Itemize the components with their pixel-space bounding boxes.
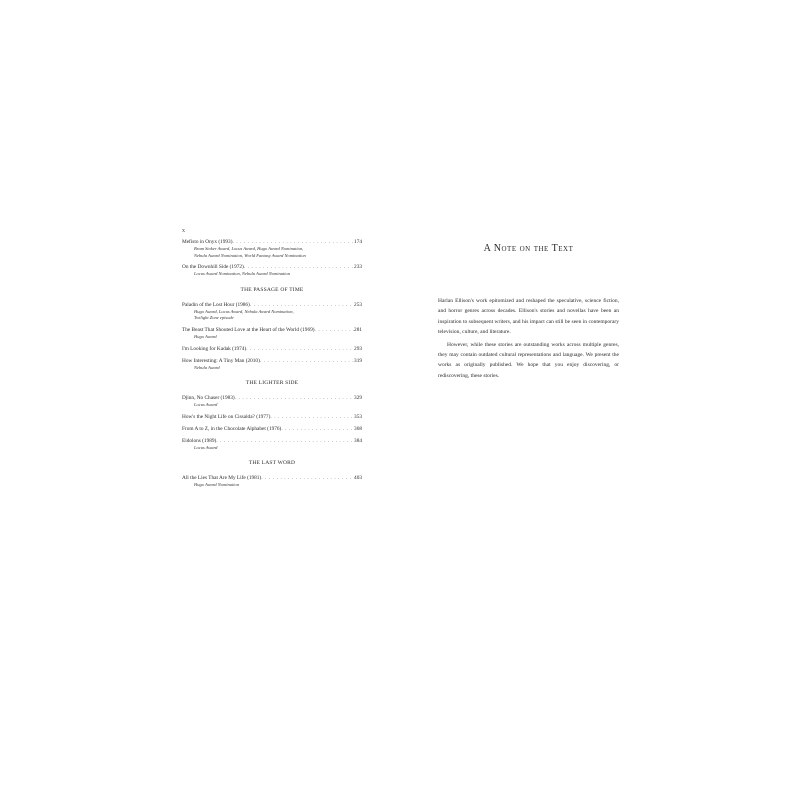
toc-entry — [182, 475, 362, 489]
dot-leader — [235, 395, 354, 402]
toc-entry-awards: Bram Stoker Award, Locus Award, Hugo Award Nomination, — [194, 246, 304, 251]
toc-list — [182, 239, 362, 489]
toc-entry — [182, 395, 362, 409]
dot-leader — [260, 358, 354, 365]
toc-entry-title: How Interesting: A Tiny Man (2010) — [182, 357, 260, 364]
toc-entry — [182, 239, 362, 259]
toc-entry-page-number: 368 — [354, 425, 362, 432]
note-on-text-page — [438, 238, 619, 383]
note-title: A Note on the Text — [483, 243, 574, 254]
section-heading: THE LAST WORD — [248, 460, 296, 467]
toc-entry-page-number: 174 — [354, 239, 362, 245]
toc-entry — [182, 302, 362, 322]
dot-leader — [270, 414, 354, 421]
toc-entry-line — [182, 414, 362, 421]
toc-entry-page-number: 253 — [354, 301, 362, 308]
dot-leader — [246, 346, 354, 353]
toc-entry-awards: Locus Award — [194, 402, 218, 408]
page-number: x — [182, 228, 185, 234]
toc-entry-page-number: 384 — [354, 437, 362, 444]
toc-entry-title: Eidolons (1989) — [182, 437, 217, 444]
toc-entry-page-number: 281 — [354, 326, 362, 333]
toc-entry-awards: Hugo Award — [194, 333, 217, 339]
toc-entry-title: Mefisto in Onyx (1993) — [182, 239, 233, 245]
toc-entry-title: I'm Looking for Kadak (1974) — [182, 345, 247, 352]
dot-leader — [281, 426, 354, 433]
toc-entry-title: On the Downhill Side (1972) — [182, 264, 244, 271]
toc-entry-awards: Nebula Award Nomination, World Fantasy Award Nomination — [194, 252, 306, 258]
dot-leader — [250, 302, 354, 309]
toc-entry — [182, 426, 362, 433]
toc-entry — [182, 327, 362, 341]
table-of-contents-page — [182, 228, 362, 494]
toc-entry — [182, 264, 362, 278]
toc-entry-awards: Locus Award Nomination, Nebula Award Nomination — [194, 271, 291, 277]
dot-leader — [315, 327, 355, 334]
toc-entry — [182, 414, 362, 421]
toc-entry-awards: Hugo Award, Locus Award, Nebula Award Nomination, — [194, 308, 294, 314]
toc-entry-title: From A to Z, in the Chocolate Alphabet (1976) — [182, 425, 282, 432]
toc-entry-title: All the Lies That Are My Life (1981) — [182, 475, 262, 482]
toc-entry-awards: Hugo Award Nomination — [194, 482, 240, 488]
toc-entry-title: The Beast That Shouted Love at the Heart of the World (1969) — [182, 326, 315, 333]
dot-leader — [244, 264, 354, 271]
toc-entry-line — [182, 395, 362, 402]
toc-entry-page-number: 403 — [354, 475, 362, 482]
toc-entry — [182, 358, 362, 372]
toc-entry-line — [182, 358, 362, 365]
toc-entry — [182, 346, 362, 353]
toc-entry-awards: Twilight Zone episode — [194, 315, 234, 321]
dot-leader — [216, 438, 354, 445]
toc-entry-line — [182, 438, 362, 445]
toc-entry-title: How's the Night Life on Cissalda? (1977) — [182, 413, 271, 420]
note-paragraph: However, while these stories are outstanding works across multiple genres, they may contain outdated cultural representations and language. We present the works as originally published. We hope that you enjoy discovering, or rediscovering, these stories. — [438, 341, 619, 379]
toc-entry-line — [182, 475, 362, 482]
dot-leader — [261, 475, 354, 482]
toc-entry-line — [182, 302, 362, 309]
toc-entry-line — [182, 264, 362, 271]
toc-entry-line — [182, 426, 362, 433]
dot-leader — [232, 239, 354, 246]
toc-entry-page-number: 319 — [354, 357, 362, 364]
toc-entry — [182, 438, 362, 452]
note-paragraph: Harlan Ellison's work epitomized and reshaped the speculative, science fiction, and horror genres across decades. Ellison's stories and novellas have been an inspiration to subsequent writers, and his impact can still be seen in contemporary television, culture, and literature. — [438, 298, 619, 336]
toc-entry-page-number: 329 — [354, 395, 362, 402]
section-heading: THE PASSAGE OF TIME — [240, 286, 304, 293]
toc-entry-awards: Locus Award — [194, 444, 218, 450]
toc-entry-line — [182, 327, 362, 334]
section-heading: THE LIGHTER SIDE — [245, 380, 299, 387]
toc-entry-line — [182, 346, 362, 353]
toc-entry-awards: Nebula Award — [194, 364, 220, 370]
toc-entry-page-number: 293 — [354, 345, 362, 352]
toc-entry-page-number: 353 — [354, 413, 362, 420]
toc-entry-page-number: 233 — [354, 264, 362, 271]
toc-entry-line — [182, 239, 362, 246]
toc-entry-title: Paladin of the Lost Hour (1986) — [182, 301, 250, 308]
toc-entry-title: Djinn, No Chaser (1983) — [182, 395, 235, 402]
